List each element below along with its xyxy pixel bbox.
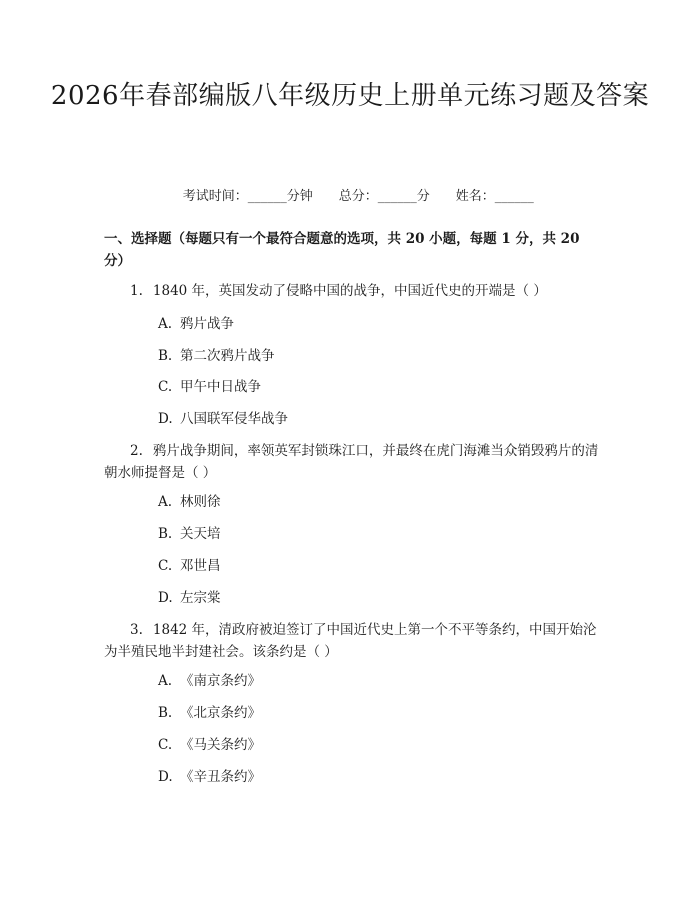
question-1 bbox=[104, 280, 604, 302]
option-letter: A. bbox=[158, 316, 173, 332]
option-text: 关天培 bbox=[180, 526, 221, 542]
option-text: 第二次鸦片战争 bbox=[180, 348, 275, 364]
option bbox=[158, 409, 288, 429]
page-title: 2026年春部编版八年级历史上册单元练习题及答案 bbox=[50, 81, 650, 111]
option-text: 八国联军侵华战争 bbox=[180, 411, 288, 427]
question-number: 2. bbox=[130, 443, 143, 459]
option bbox=[158, 671, 261, 691]
option bbox=[158, 735, 261, 755]
question-text: 1842 年，清政府被迫签订了中国近代史上第一个不平等条约，中国开始沦为半殖民地半封建社会。该条约是（ ） bbox=[104, 622, 597, 660]
option bbox=[158, 588, 221, 608]
question-text: 鸦片战争期间，率领英军封锁珠江口，并最终在虎门海滩当众销毁鸦片的清朝水师提督是（ ） bbox=[104, 443, 599, 481]
student-name-label: 姓名：______ bbox=[455, 189, 534, 204]
total-score-label: 总分：______分 bbox=[338, 189, 430, 204]
option bbox=[158, 703, 261, 723]
option bbox=[158, 314, 234, 334]
option bbox=[158, 377, 261, 397]
option-text: 《马关条约》 bbox=[180, 737, 261, 753]
option-letter: C. bbox=[158, 379, 173, 395]
option-letter: D. bbox=[158, 590, 173, 606]
option-text: 鸦片战争 bbox=[180, 316, 234, 332]
section-heading: 一、选择题（每题只有一个最符合题意的选项，共 20 小题，每题 1 分，共 20 分） bbox=[104, 231, 580, 269]
option-text: 《北京条约》 bbox=[180, 705, 261, 721]
option-text: 甲午中日战争 bbox=[180, 379, 261, 395]
option-letter: D. bbox=[158, 411, 173, 427]
option-text: 邓世昌 bbox=[180, 558, 221, 574]
exam-time-label: 考试时间：______分钟 bbox=[182, 189, 313, 204]
question-number: 1. bbox=[130, 283, 143, 299]
option-text: 左宗棠 bbox=[180, 590, 221, 606]
option-text: 《南京条约》 bbox=[180, 673, 261, 689]
option-letter: A. bbox=[158, 494, 173, 510]
option-text: 《辛丑条约》 bbox=[180, 769, 261, 785]
question-3 bbox=[104, 619, 604, 663]
option-letter: A. bbox=[158, 673, 173, 689]
option-letter: B. bbox=[158, 526, 173, 542]
option bbox=[158, 492, 221, 512]
question-number: 3. bbox=[130, 622, 143, 638]
option bbox=[158, 524, 221, 544]
option-letter: B. bbox=[158, 705, 173, 721]
option-letter: B. bbox=[158, 348, 173, 364]
option bbox=[158, 346, 275, 366]
option bbox=[158, 767, 261, 787]
question-text: 1840 年，英国发动了侵略中国的战争，中国近代史的开端是（ ） bbox=[152, 283, 547, 299]
exam-meta bbox=[0, 167, 700, 227]
option-letter: C. bbox=[158, 737, 173, 753]
option-text: 林则徐 bbox=[180, 494, 221, 510]
option-letter: D. bbox=[158, 769, 173, 785]
option bbox=[158, 556, 221, 576]
question-2 bbox=[104, 440, 604, 484]
option-letter: C. bbox=[158, 558, 173, 574]
